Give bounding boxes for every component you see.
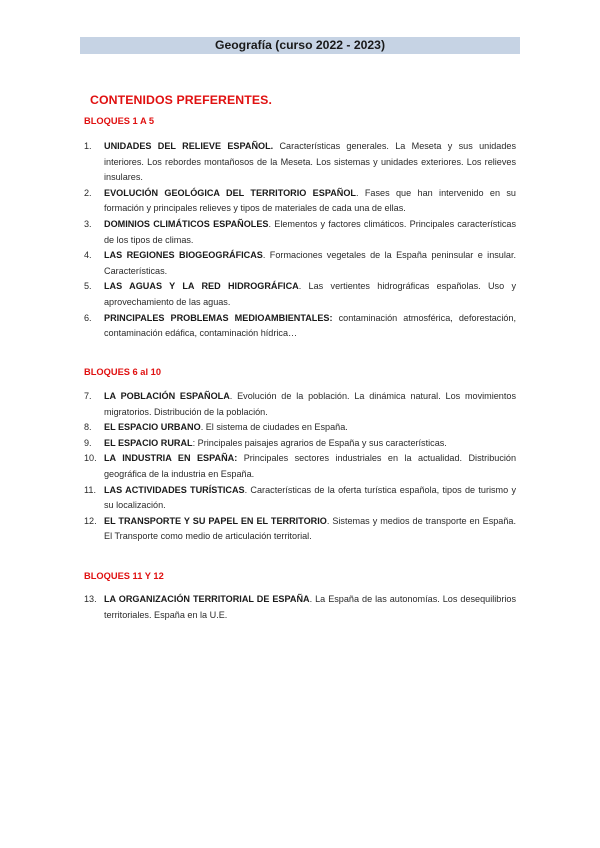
- list-item: [84, 420, 516, 436]
- list-item: [84, 389, 516, 420]
- list-item: [84, 451, 516, 482]
- item-number: 8.: [84, 422, 92, 433]
- item-text: . Características de la oferta turística española, tipos de turismo y su localización.: [104, 484, 517, 511]
- item-number: 3.: [84, 218, 92, 229]
- item-text: . Evolución de la población. La dinámica natural. Los movimientos migratorios. Distribución de la población.: [104, 391, 516, 417]
- item-title: LAS ACTIVIDADES TURÍSTICAS: [104, 484, 245, 495]
- item-number: 1.: [84, 141, 92, 151]
- item-text: contaminación atmosférica, deforestación, contaminación edáfica, contaminación hídrica…: [104, 312, 516, 339]
- item-number: 11.: [84, 484, 96, 495]
- item-text: . Formaciones vegetales de la España peninsular e insular. Características.: [104, 250, 516, 276]
- item-title: LA ORGANIZACIÓN TERRITORIAL DE ESPAÑA: [104, 594, 310, 604]
- item-title: LAS REGIONES BIOGEOGRÁFICAS: [104, 250, 263, 261]
- item-number: 7.: [84, 391, 92, 401]
- item-title: UNIDADES DEL RELIEVE ESPAÑOL.: [104, 141, 274, 151]
- list-item: [84, 592, 516, 623]
- item-number: 12.: [84, 515, 97, 526]
- item-title: LAS AGUAS Y LA RED HIDROGRÁFICA: [104, 281, 299, 292]
- item-text: . Fases que han intervenido en su formación y principales relieves y tipos de materiales de cada una de ellas.: [104, 187, 516, 214]
- item-text: : Principales paisajes agrarios de España y sus características.: [192, 437, 447, 448]
- item-title: EL TRANSPORTE Y SU PAPEL EN EL TERRITORIO: [104, 515, 327, 526]
- item-title: LA POBLACIÓN ESPAÑOLA: [104, 391, 230, 401]
- item-number: 5.: [84, 281, 92, 292]
- item-number: 4.: [84, 250, 92, 261]
- main-heading: CONTENIDOS PREFERENTES.: [90, 93, 272, 107]
- item-text: . Las vertientes hidrográficas españolas. Uso y aprovechamiento de las aguas.: [104, 281, 516, 307]
- item-text: Características generales. La Meseta y sus unidades interiores. Los rebordes montañosos de la Meseta. Los sistemas y unidades exteriores. Los relieves insulares.: [104, 141, 516, 183]
- document-title: Geografía (curso 2022 - 2023): [80, 37, 520, 54]
- block-heading-1: BLOQUES 1 A 5: [84, 116, 155, 126]
- list-item: [84, 186, 516, 217]
- list-item: [84, 514, 516, 545]
- item-title: DOMINIOS CLIMÁTICOS ESPAÑOLES: [104, 218, 269, 229]
- block-heading-2: BLOQUES 6 al 10: [84, 367, 161, 377]
- topic-list-2: [84, 389, 516, 545]
- item-title: EVOLUCIÓN GEOLÓGICA DEL TERRITORIO ESPAÑOL: [104, 187, 356, 198]
- item-title: LA INDUSTRIA EN ESPAÑA:: [104, 453, 238, 464]
- list-item: [84, 279, 516, 310]
- item-number: 6.: [84, 312, 92, 323]
- list-item: [84, 483, 516, 514]
- item-number: 9.: [84, 437, 92, 448]
- item-text: . Elementos y factores climáticos. Principales características de los tipos de climas.: [104, 218, 516, 245]
- item-number: 10.: [84, 453, 97, 464]
- item-text: . Sistemas y medios de transporte en España. El Transporte como medio de articulación territorial.: [104, 515, 516, 542]
- list-item: [84, 248, 516, 279]
- item-text: . El sistema de ciudades en España.: [200, 422, 348, 433]
- item-number: 2.: [84, 187, 92, 198]
- item-title: EL ESPACIO RURAL: [104, 437, 193, 448]
- list-item: [84, 436, 516, 452]
- topic-list-3: [84, 592, 516, 623]
- item-title: PRINCIPALES PROBLEMAS MEDIOAMBIENTALES:: [104, 312, 333, 323]
- list-item: [84, 217, 516, 248]
- item-title: EL ESPACIO URBANO: [104, 422, 201, 433]
- item-number: 13.: [84, 594, 97, 604]
- block-heading-3: BLOQUES 11 Y 12: [84, 571, 164, 581]
- list-item: [84, 139, 516, 186]
- item-text: . La España de las autonomías. Los desequilibrios territoriales. España en la U.E.: [104, 594, 516, 620]
- list-item: [84, 311, 516, 342]
- topic-list-1: [84, 139, 516, 342]
- item-text: Principales sectores industriales en la actualidad. Distribución geográfica de la industria en España.: [104, 453, 517, 479]
